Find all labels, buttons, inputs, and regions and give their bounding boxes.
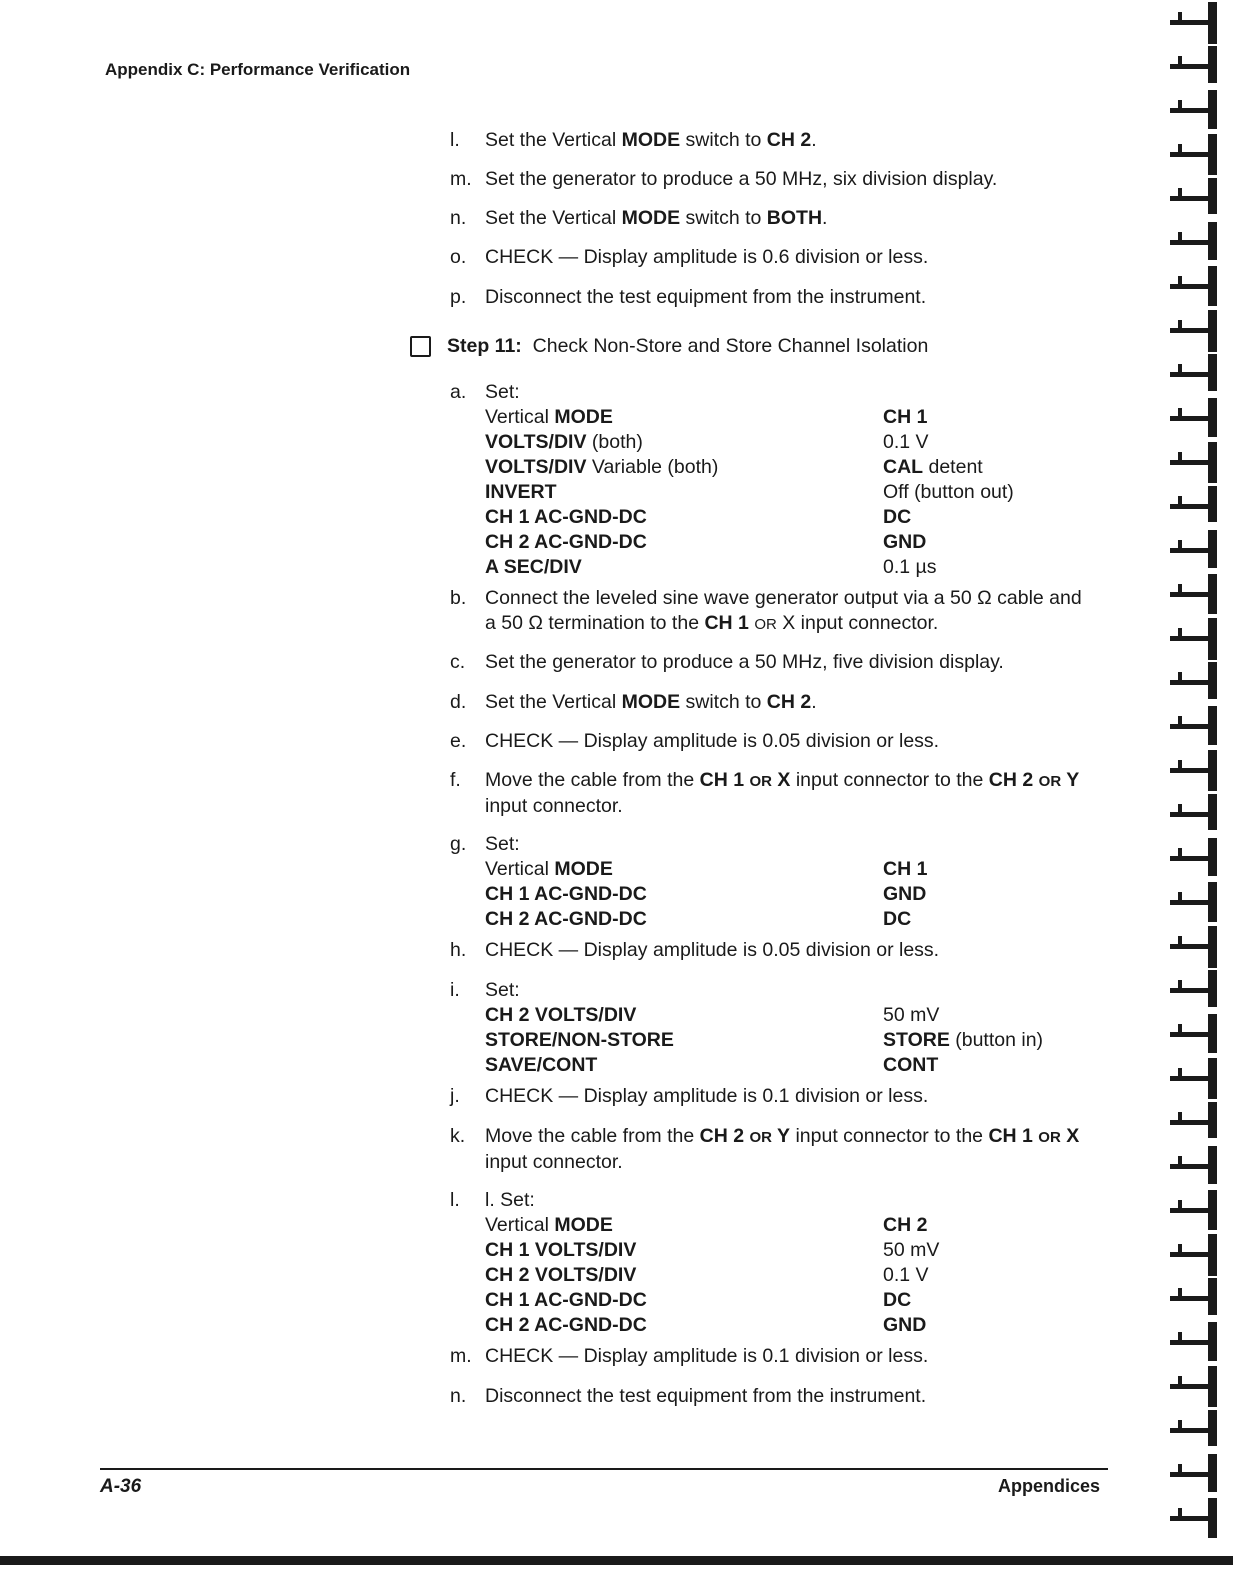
setting-value — [883, 1053, 1043, 1078]
settings-row — [485, 1213, 939, 1238]
item-text — [485, 729, 1095, 754]
text-run: . — [811, 691, 817, 713]
text-run: CONT — [883, 1054, 939, 1076]
text-run: OR — [1038, 1129, 1061, 1146]
settings-row — [485, 857, 927, 882]
settings-row — [485, 1238, 939, 1263]
settings-table — [485, 1003, 1043, 1078]
setting-control — [485, 1028, 883, 1053]
text-run: X — [771, 769, 791, 791]
footer-section: Appendices — [998, 1476, 1101, 1496]
setting-value — [883, 480, 1014, 505]
setting-control — [485, 455, 883, 480]
text-run: CHECK — Display amplitude is 0.1 division or less. — [485, 1345, 929, 1367]
settings-row — [485, 405, 1014, 430]
item-text — [485, 938, 1095, 963]
text-run: DC — [883, 908, 912, 930]
text-run: BOTH — [766, 207, 823, 229]
page-header: Appendix C: Performance Verification — [105, 60, 411, 79]
item-text — [485, 1124, 1095, 1175]
text-run: l. Set: — [485, 1189, 535, 1211]
text-run: MODE — [621, 691, 681, 713]
settings-row — [485, 530, 1014, 555]
text-run: Set: — [485, 979, 520, 1001]
setting-control — [485, 1003, 883, 1028]
text-run: (both) — [586, 431, 643, 453]
text-run: Vertical — [485, 406, 555, 428]
text-run: Disconnect the test equipment from the instrument. — [485, 1385, 927, 1407]
text-run: OR — [1038, 773, 1062, 790]
item-text — [485, 285, 1095, 310]
text-run: Set the generator to produce a 50 MHz, five division display. — [485, 651, 1004, 673]
binding-tabs-decoration — [1160, 0, 1233, 1556]
item-text — [485, 586, 1095, 637]
text-run: . — [811, 129, 817, 151]
setting-control — [485, 1053, 883, 1078]
text-run: (button in) — [949, 1029, 1044, 1051]
settings-row — [485, 430, 1014, 455]
text-run: MODE — [554, 858, 613, 880]
text-run: CH 1 AC-GND-DC — [485, 1289, 647, 1311]
setting-control — [485, 1238, 883, 1263]
page-number: A-36 — [100, 1476, 142, 1497]
text-run: switch to — [680, 207, 767, 229]
text-run: 0.1 V — [883, 1264, 929, 1286]
text-run: DC — [883, 506, 912, 528]
setting-value — [883, 1238, 939, 1263]
text-run: Set the Vertical — [485, 207, 622, 229]
text-run: Disconnect the test equipment from the instrument. — [485, 286, 927, 308]
text-run: CH 1 — [699, 769, 750, 791]
settings-table — [485, 405, 1014, 580]
text-run: MODE — [554, 1214, 613, 1236]
text-run: CH 1 AC-GND-DC — [485, 883, 647, 905]
text-run: Set: — [485, 833, 520, 855]
setting-value — [883, 1263, 939, 1288]
setting-control — [485, 1288, 883, 1313]
item-text — [485, 167, 1095, 192]
setting-control — [485, 907, 883, 932]
text-run: CHECK — Display amplitude is 0.05 division or less. — [485, 939, 940, 961]
setting-control — [485, 505, 883, 530]
text-run: Set the generator to produce a 50 MHz, six division display. — [485, 168, 998, 190]
text-run: X input connector. — [776, 612, 939, 634]
setting-control — [485, 857, 883, 882]
setting-control — [485, 530, 883, 555]
settings-row — [485, 1028, 1043, 1053]
item-text — [485, 832, 1095, 932]
text-run: CHECK — Display amplitude is 0.6 division or less. — [485, 246, 929, 268]
text-run: CH 2 — [766, 129, 812, 151]
item-letter: m. — [450, 1345, 472, 1367]
settings-row — [485, 455, 1014, 480]
text-run: switch to — [680, 129, 767, 151]
setting-value — [883, 907, 927, 932]
step-title: Check Non-Store and Store Channel Isolation — [532, 335, 929, 357]
text-run: input connector. — [485, 795, 623, 817]
item-letter: l. — [450, 129, 460, 151]
settings-row — [485, 1053, 1043, 1078]
text-run: CH 1 — [988, 1125, 1039, 1147]
step-label — [447, 334, 928, 359]
item-text — [485, 1188, 1095, 1338]
text-run: input connector to the — [790, 1125, 989, 1147]
item-letter: p. — [450, 286, 467, 308]
settings-row — [485, 555, 1014, 580]
text-run: CH 2 AC-GND-DC — [485, 1314, 647, 1336]
text-run: 0.1 µs — [883, 556, 937, 578]
text-run: CH 2 AC-GND-DC — [485, 531, 647, 553]
text-run: CH 1 — [883, 406, 928, 428]
setting-control — [485, 1213, 883, 1238]
item-letter: g. — [450, 833, 467, 855]
text-run: GND — [883, 883, 927, 905]
settings-row — [485, 1288, 939, 1313]
text-run: VOLTS/DIV — [485, 431, 587, 453]
text-run: Variable (both) — [586, 456, 719, 478]
text-run: CH 2 VOLTS/DIV — [485, 1004, 637, 1026]
setting-control — [485, 1263, 883, 1288]
text-run: X — [1060, 1125, 1080, 1147]
text-run: detent — [923, 456, 983, 478]
item-letter: d. — [450, 691, 467, 713]
item-letter: e. — [450, 730, 467, 752]
text-run: Vertical — [485, 1214, 555, 1236]
item-letter: b. — [450, 587, 467, 609]
text-run: input connector to the — [790, 769, 989, 791]
item-letter: n. — [450, 207, 467, 229]
item-letter: n. — [450, 1385, 467, 1407]
setting-control — [485, 405, 883, 430]
text-run: Vertical — [485, 858, 555, 880]
setting-value — [883, 1028, 1043, 1053]
item-letter: f. — [450, 769, 461, 791]
text-run: CH 1 — [704, 612, 749, 634]
setting-value — [883, 530, 1014, 555]
item-text — [485, 768, 1095, 819]
item-letter: i. — [450, 979, 460, 1001]
settings-row — [485, 505, 1014, 530]
setting-value — [883, 1213, 939, 1238]
setting-control — [485, 555, 883, 580]
text-run: switch to — [680, 691, 767, 713]
text-run: Set the Vertical — [485, 691, 622, 713]
setting-value — [883, 882, 927, 907]
text-run: OR — [749, 773, 772, 790]
step-number: Step 11: — [447, 335, 522, 357]
text-run: CHECK — Display amplitude is 0.05 division or less. — [485, 730, 940, 752]
setting-value — [883, 1313, 939, 1338]
setting-control — [485, 430, 883, 455]
item-letter: k. — [450, 1125, 466, 1147]
item-letter: j. — [450, 1085, 460, 1107]
text-run: MODE — [554, 406, 613, 428]
settings-row — [485, 480, 1014, 505]
text-run: CHECK — Display amplitude is 0.1 division or less. — [485, 1085, 929, 1107]
text-run: CH 1 — [883, 858, 928, 880]
item-letter: m. — [450, 168, 472, 190]
settings-row — [485, 907, 927, 932]
text-run: OR — [749, 1129, 772, 1146]
text-run: OR — [754, 616, 777, 633]
settings-table — [485, 857, 927, 932]
item-text — [485, 690, 1095, 715]
text-run: 0.1 V — [883, 431, 929, 453]
text-run: MODE — [621, 207, 681, 229]
text-run: CH 2 — [699, 1125, 750, 1147]
item-letter: h. — [450, 939, 467, 961]
text-run: CH 2 — [988, 769, 1039, 791]
step-checkbox[interactable] — [410, 336, 431, 357]
setting-value — [883, 1288, 939, 1313]
setting-control — [485, 1313, 883, 1338]
text-run: . — [822, 207, 828, 229]
text-run: CH 2 AC-GND-DC — [485, 908, 647, 930]
text-run: Set: — [485, 381, 520, 403]
setting-value — [883, 555, 1014, 580]
settings-row — [485, 1003, 1043, 1028]
text-run: CAL — [883, 456, 924, 478]
text-run: Connect the leveled sine wave generator output via a 50 Ω cable and a 50 Ω termination to the — [485, 587, 1082, 634]
text-run: 50 mV — [883, 1239, 940, 1261]
text-run: Y — [1061, 769, 1080, 791]
text-run: Off (button out) — [883, 481, 1014, 503]
setting-value — [883, 857, 927, 882]
setting-control — [485, 882, 883, 907]
setting-value — [883, 405, 1014, 430]
setting-value — [883, 455, 1014, 480]
text-run: GND — [883, 1314, 927, 1336]
setting-control — [485, 480, 883, 505]
text-run: CH 2 — [766, 691, 812, 713]
item-text — [485, 245, 1095, 270]
text-run: SAVE/CONT — [485, 1054, 598, 1076]
text-run: DC — [883, 1289, 912, 1311]
text-run: 50 mV — [883, 1004, 940, 1026]
setting-value — [883, 505, 1014, 530]
settings-row — [485, 1313, 939, 1338]
settings-row — [485, 1263, 939, 1288]
text-run: MODE — [621, 129, 681, 151]
text-run: VOLTS/DIV — [485, 456, 587, 478]
text-run: input connector. — [485, 1151, 623, 1173]
text-run: CH 2 — [883, 1214, 928, 1236]
text-run: A SEC/DIV — [485, 556, 582, 578]
item-letter: l. — [450, 1189, 460, 1211]
text-run: Set the Vertical — [485, 129, 622, 151]
item-text — [485, 206, 1095, 231]
item-text — [485, 1384, 1095, 1409]
item-text — [485, 1084, 1095, 1109]
text-run: GND — [883, 531, 927, 553]
text-run: STORE/NON-STORE — [485, 1029, 674, 1051]
item-text — [485, 380, 1095, 580]
item-letter: o. — [450, 246, 467, 268]
item-letter: c. — [450, 651, 466, 673]
text-run: Move the cable from the — [485, 1125, 700, 1147]
item-text — [485, 650, 1095, 675]
item-text — [485, 128, 1095, 153]
text-run: Y — [771, 1125, 791, 1147]
item-letter: a. — [450, 381, 467, 403]
settings-table — [485, 1213, 939, 1338]
item-text — [485, 1344, 1095, 1369]
text-run: STORE — [883, 1029, 950, 1051]
text-run: CH 1 VOLTS/DIV — [485, 1239, 637, 1261]
settings-row — [485, 882, 927, 907]
item-text — [485, 978, 1095, 1078]
text-run: Move the cable from the — [485, 769, 700, 791]
text-run: CH 2 VOLTS/DIV — [485, 1264, 637, 1286]
footer-rule — [100, 1468, 1108, 1470]
setting-value — [883, 430, 1014, 455]
text-run: CH 1 AC-GND-DC — [485, 506, 647, 528]
scan-bottom-bar — [0, 1556, 1233, 1565]
text-run: INVERT — [485, 481, 557, 503]
setting-value — [883, 1003, 1043, 1028]
